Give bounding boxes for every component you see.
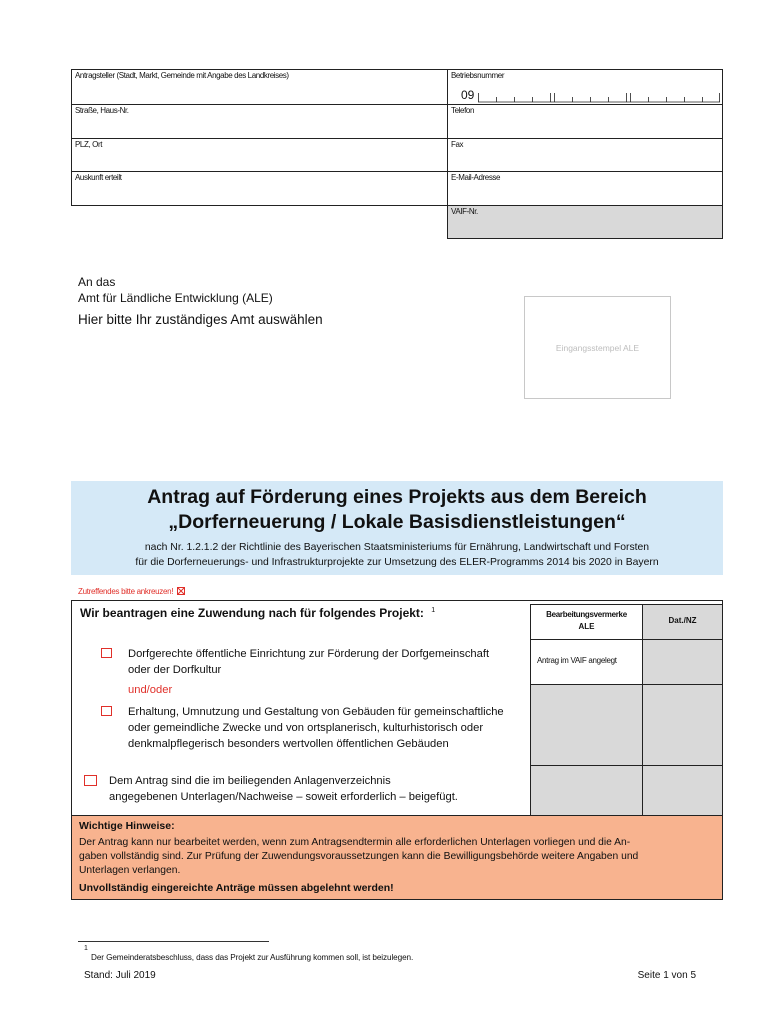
intake-stamp-label: Eingangsstempel ALE [555,343,640,353]
option2-line1: Erhaltung, Umnutzung und Gestaltung von Gebäuden für gemeinschaftliche [128,706,504,718]
address-line1: An das [78,275,116,289]
date-row3-cell[interactable] [642,765,723,816]
operation-number-prefix: 09 [461,88,475,102]
email-field[interactable] [448,182,722,204]
zip-city-field[interactable] [72,149,446,170]
footnote-ref: 1 [431,607,436,614]
footer-status: Stand: Juli 2019 [84,970,156,981]
title-box [71,481,723,575]
tick-hint-text: Zutreffendes bitte ankreuzen! [78,587,174,596]
date-row2-cell[interactable] [642,684,723,766]
notice-line2: gaben vollständig sind. Zur Prüfung der Zuwendungsvoraussetzungen kann die Bewilligungsbehörde weitere Angaben und [79,851,639,862]
option1-line2: oder der Dorfkultur [128,664,222,676]
option2-checkbox[interactable] [101,706,112,716]
crossed-box-icon [177,587,185,595]
footnote-number: 1 [84,945,88,952]
notice-box [71,815,723,900]
notice-line3: Unterlagen verlangen. [79,865,181,876]
footer-page: Seite 1 von 5 [637,970,696,981]
intake-stamp-box [524,296,671,399]
notice-line1: Der Antrag kann nur bearbeitet werden, wenn zum Antragsendtermin alle erforderlichen Unterlagen vorliegen und die An- [79,837,631,848]
notice-title: Wichtige Hinweise: [79,820,175,832]
option2-line2: oder gemeindliche Zwecke und von ortsplanerisch, kulturhistorisch oder [128,722,484,734]
vaif-field[interactable] [448,206,722,238]
street-field[interactable] [72,115,446,137]
phone-label: Telefon [451,106,474,115]
request-heading [80,606,435,620]
date-row1-cell[interactable] [642,639,723,685]
office-row3-cell[interactable] [530,765,643,816]
contact-field[interactable] [72,182,446,204]
option1-line1: Dorfgerechte öffentliche Einrichtung zur Förderung der Dorfgemeinschaft [128,648,490,660]
vaif-label: VAIF-Nr. [451,207,478,216]
attachments-checkbox[interactable] [84,775,97,786]
attachments-line1: Dem Antrag sind die im beiliegenden Anlagenverzeichnis [109,775,391,787]
operation-number-digit-boxes[interactable] [478,91,722,103]
title-line2: „Dorferneuerung / Lokale Basisdienstleistungen“ [168,511,626,533]
zip-city-label: PLZ, Ort [75,140,103,149]
title-line1: Antrag auf Förderung eines Projekts aus dem Bereich [147,486,647,508]
option2-line3: denkmalpflegerisch besonders wertvollen öffentlichen Gebäuden [128,738,449,750]
address-line2: Amt für Ländliche Entwicklung (ALE) [78,291,273,305]
operation-number-label: Betriebsnummer [451,71,505,80]
street-label: Straße, Haus-Nr. [75,106,129,115]
applicant-label: Antragsteller (Stadt, Markt, Gemeinde mit Angabe des Landkreises) [75,71,289,80]
office-head-line2: ALE [578,622,595,631]
request-heading-text: Wir beantragen eine Zuwendung nach für folgendes Projekt: [80,606,424,620]
office-use-table [530,604,723,816]
tick-hint [78,587,185,596]
fax-label: Fax [451,140,464,149]
and-or-label: und/oder [128,684,173,696]
office-row2-cell[interactable] [530,684,643,766]
option1-checkbox[interactable] [101,648,112,658]
office-head-line1: Bearbeitungsvermerke [546,610,627,619]
applicant-form [71,69,723,239]
office-select[interactable]: Hier bitte Ihr zuständiges Amt auswählen [78,312,323,327]
subtitle-line1: nach Nr. 1.2.1.2 der Richtlinie des Bayerischen Staatsministeriums für Ernährung, Landwirtschaft und Forsten [144,542,650,553]
date-head-label: Dat./NZ [668,616,697,625]
contact-label: Auskunft erteilt [75,173,122,182]
subtitle-line2: für die Dorferneuerungs- und Infrastrukturprojekte zur Umsetzung des ELER-Programms 2014 bis 2020 in Bayern [135,557,659,568]
date-head-cell [642,604,723,640]
fax-field[interactable] [448,149,722,170]
office-head-cell [530,604,643,640]
email-label: E-Mail-Adresse [451,173,501,182]
attachments-line2: angegebenen Unterlagen/Nachweise – soweit erforderlich – beigefügt. [109,791,458,803]
applicant-field[interactable] [72,81,446,103]
office-row1-cell [530,639,643,685]
notice-bold-line: Unvollständig eingereichte Anträge müssen abgelehnt werden! [79,882,394,894]
phone-field[interactable] [448,115,722,137]
office-row1-label: Antrag im VAIF angelegt [537,656,617,665]
footnote-text: Der Gemeinderatsbeschluss, dass das Projekt zur Ausführung kommen soll, ist beizulegen. [91,953,414,962]
footnote-separator [78,941,269,942]
